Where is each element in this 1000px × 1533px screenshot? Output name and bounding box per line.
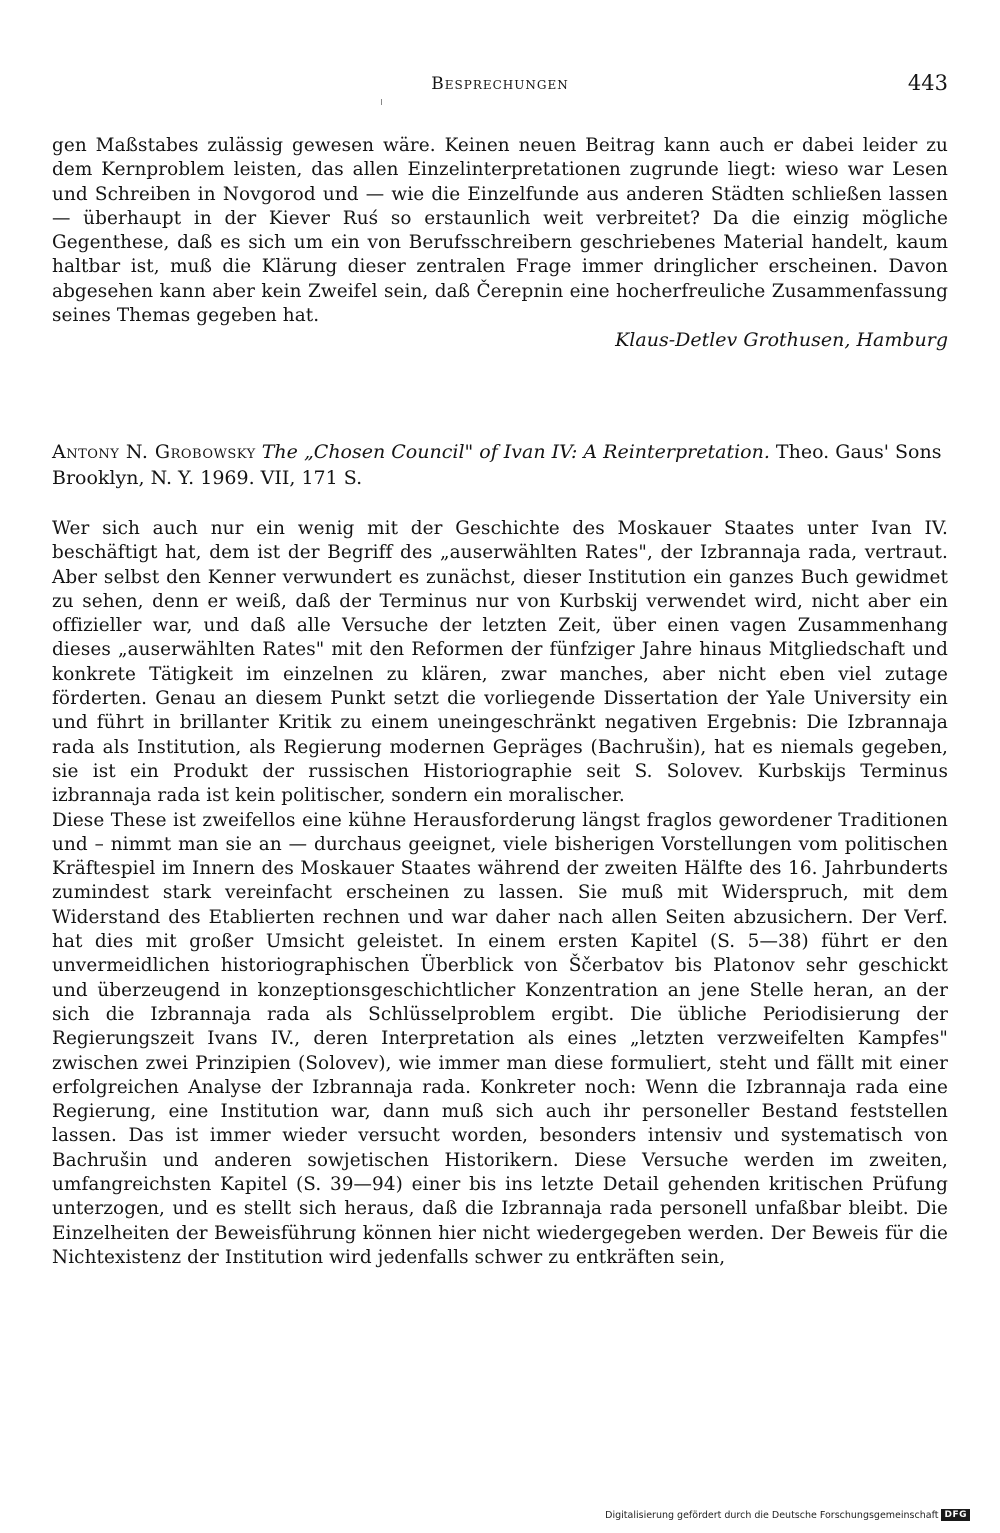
credit-text: Digitalisierung gefördert durch die Deutsche Forschungsgemeinschaft	[605, 1509, 939, 1521]
review-paragraph: Diese These ist zweifellos eine kühne Herausforderung längst fraglos gewordener Traditionen und – nimmt man sie an — durchaus geeignet, viele bisherigen Vorstellungen vom politischen Kräftespiel im Innern des Moskauer Staates während der zweiten Hälfte des 16. Jahrbunderts zumindest stark vereinfacht erscheinen zu lassen. Sie muß mit Widerspruch, mit dem Widerstand des Etablierten rechnen und war daher nach allen Seiten abzusichern. Der Verf. hat dies mit großer Umsicht geleistet. In einem ersten Kapitel (S. 5—38) führt er den unvermeidlichen historiographischen Überblick von Ščerbatov bis Platonov sehr geschickt und überzeugend in konzeptionsgeschichtlicher Konzentration an jene Stelle heran, an der sich die Izbrannaja rada als Schlüsselproblem ergibt. Die übliche Periodisierung der Regierungszeit Ivans IV., deren Interpretation als eines „letzten verzweifelten Kampfes" zwischen zwei Prinzipien (Solovev), wie immer man diese formuliert, steht und fällt mit einer erfolgreichen Analyse der Izbrannaja rada. Konkreter noch: Wenn die Izbrannaja rada eine Regierung, eine Institution war, dann muß sich auch ihr personeller Bestand feststellen lassen. Das ist immer wieder versucht worden, besonders intensiv und systematisch von Bachrušin und anderen sowjetischen Historikern. Diese Versuche werden im zweiten, umfangreichsten Kapitel (S. 39—94) einer bis ins letzte Detail gehenden kritischen Prüfung unterzogen, und es stellt sich heraus, daß die Izbrannaja rada personell unfaßbar bleibt. Die Einzelheiten der Beweisführung können hier nicht wiedergegeben werden. Der Beweis für die Nichtexistenz der Institution wird jedenfalls schwer zu entkräften sein,	[52, 809, 948, 1268]
book-publisher: Theo. Gaus' Sons Brooklyn, N. Y. 1969. VII, 171 S.	[52, 441, 942, 489]
review-paragraph: Wer sich auch nur ein wenig mit der Geschichte des Moskauer Staates unter Ivan IV. beschäftigt hat, dem ist der Begriff des „auserwählten Rates", der Izbrannaja rada, vertraut. Aber selbst den Kenner verwundert es zunächst, dieser Institution ein ganzes Buch gewidmet zu sehen, denn er weiß, daß der Terminus nur von Kurbskij verwendet wird, nicht aber ein offizieller war, und daß alle Versuche der letzten Zeit, über einen vagen Zusammenhang dieses „auserwählten Rates" mit den Reformen der fünfziger Jahre hinaus Mitgliedschaft und konkrete Tätigkeit im einzelnen zu klären, zwar manches, aber nicht eben viel zutage förderten. Genau an diesem Punkt setzt die vorliegende Dissertation der Yale University ein und führt in brillanter Kritik zu einem uneingeschränkt negativen Ergebnis: Die Izbrannaja rada als Institution, als Regierung modernen Gepräges (Bachrušin), hat es niemals gegeben, sie ist ein Produkt der russischen Historiographie seit S. Solovev. Kurbskijs Terminus izbrannaja rada ist kein politischer, sondern ein moralischer.	[52, 518, 948, 807]
digitization-credit	[605, 1509, 970, 1521]
running-head: Besprechungen	[431, 74, 569, 94]
citation-line	[52, 439, 948, 491]
review-body-paragraph: gen Maßstabes zulässig gewesen wäre. Keinen neuen Beitrag kann auch er dabei leider zu dem Kernproblem leisten, das allen Einzelinterpretationen zugrunde liegt: wieso war Lesen und Schreiben in Novgorod und — wie die Einzelfunde aus anderen Städten schließen lassen — überhaupt in der Kiever Ruś so erstaunlich weit verbreitet? Da die einzig mögliche Gegenthese, daß es sich um ein von Berufsschreibern geschriebenes Material handelt, kaum haltbar ist, muß die Klärung dieser zentralen Frage immer dringlicher erscheinen. Davon abgesehen kann aber kein Zweifel sein, daß Čerepnin eine hocherfreuliche Zusammenfassung seines Themas gegeben hat.	[52, 135, 948, 327]
page-number: 443	[907, 71, 948, 95]
reviewer-signature: Klaus-Detlev Grothusen, Hamburg	[615, 329, 948, 352]
scan-mark	[381, 99, 382, 105]
review-body	[52, 517, 948, 1270]
book-title: The „Chosen Council" of Ivan IV: A Reinterpretation.	[261, 441, 770, 463]
page-header	[52, 71, 948, 102]
review-continuation	[52, 134, 948, 353]
book-citation	[52, 439, 948, 491]
dfg-logo-icon: DFG	[941, 1509, 970, 1521]
book-author: Antony N. Grobowsky	[52, 441, 256, 463]
